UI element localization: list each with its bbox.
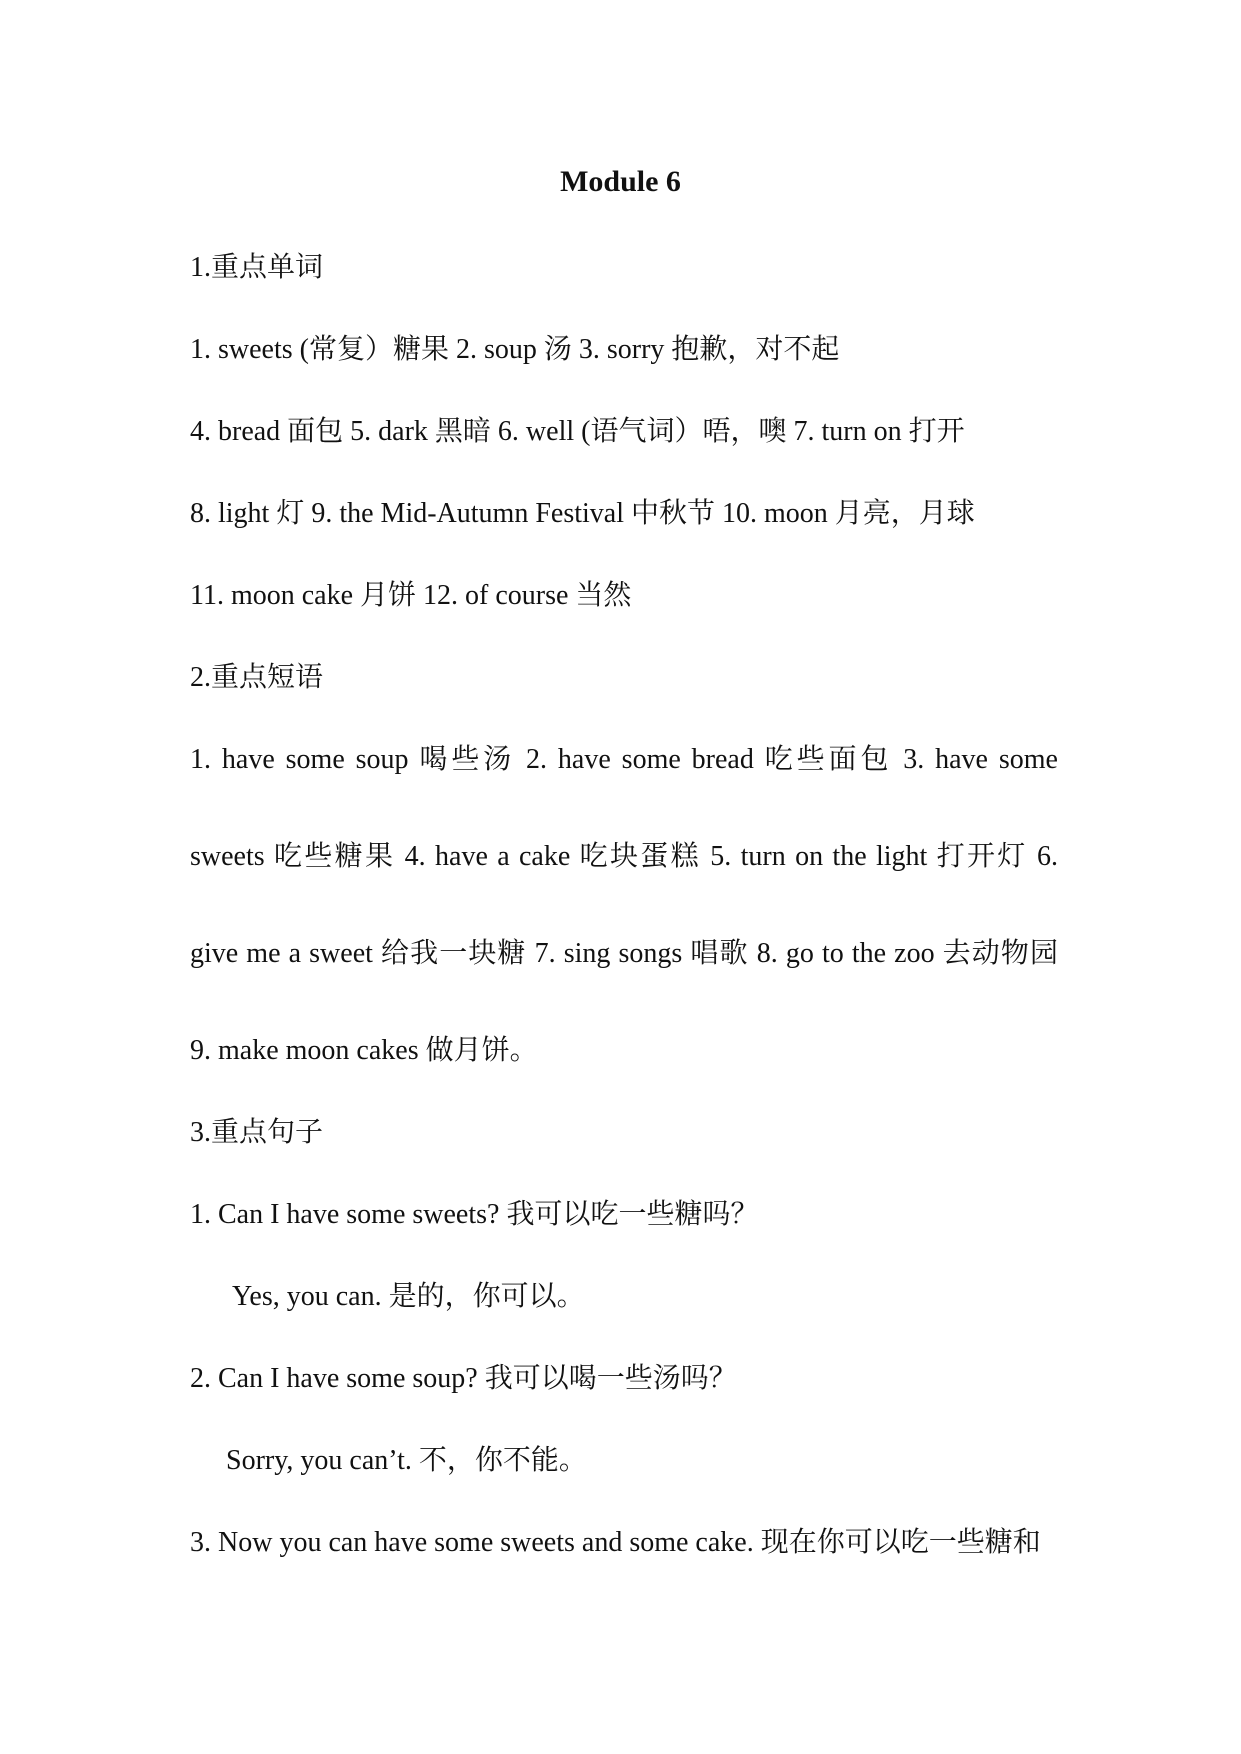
sentence-answer-1: Yes, you can. 是的，你可以。 xyxy=(232,1281,585,1312)
vocab-line-1: 1. sweets (常复）糖果 2. soup 汤 3. sorry 抱歉，对不起 xyxy=(190,334,840,365)
section-heading-phrases: 2.重点短语 xyxy=(190,662,324,693)
phrase-line-2: sweets 吃些糖果 4. have a cake 吃块蛋糕 5. turn on the light 打开灯 6. xyxy=(190,841,1058,872)
sentence-line-2: 2. Can I have some soup? 我可以喝一些汤吗？ xyxy=(190,1363,737,1394)
phrase-line-1: 1. have some soup 喝些汤 2. have some bread 吃些面包 3. have some xyxy=(190,744,1058,775)
sentence-line-3: 3. Now you can have some sweets and some cake. 现在你可以吃一些糖和 xyxy=(190,1527,1041,1558)
page-title: Module 6 xyxy=(560,165,681,198)
section-heading-words: 1.重点单词 xyxy=(190,252,324,283)
sentence-line-1: 1. Can I have some sweets? 我可以吃一些糖吗？ xyxy=(190,1199,759,1230)
phrase-line-4: 9. make moon cakes 做月饼。 xyxy=(190,1035,538,1066)
sentence-answer-2: Sorry, you can’t. 不，你不能。 xyxy=(226,1445,587,1476)
phrase-line-3: give me a sweet 给我一块糖 7. sing songs 唱歌 8. go to the zoo 去动物园 xyxy=(190,938,1058,969)
vocab-line-2: 4. bread 面包 5. dark 黑暗 6. well (语气词）唔，噢 7. turn on 打开 xyxy=(190,416,965,447)
section-heading-sentences: 3.重点句子 xyxy=(190,1117,324,1148)
vocab-line-4: 11. moon cake 月饼 12. of course 当然 xyxy=(190,580,632,611)
vocab-line-3: 8. light 灯 9. the Mid-Autumn Festival 中秋节 10. moon 月亮，月球 xyxy=(190,498,975,529)
